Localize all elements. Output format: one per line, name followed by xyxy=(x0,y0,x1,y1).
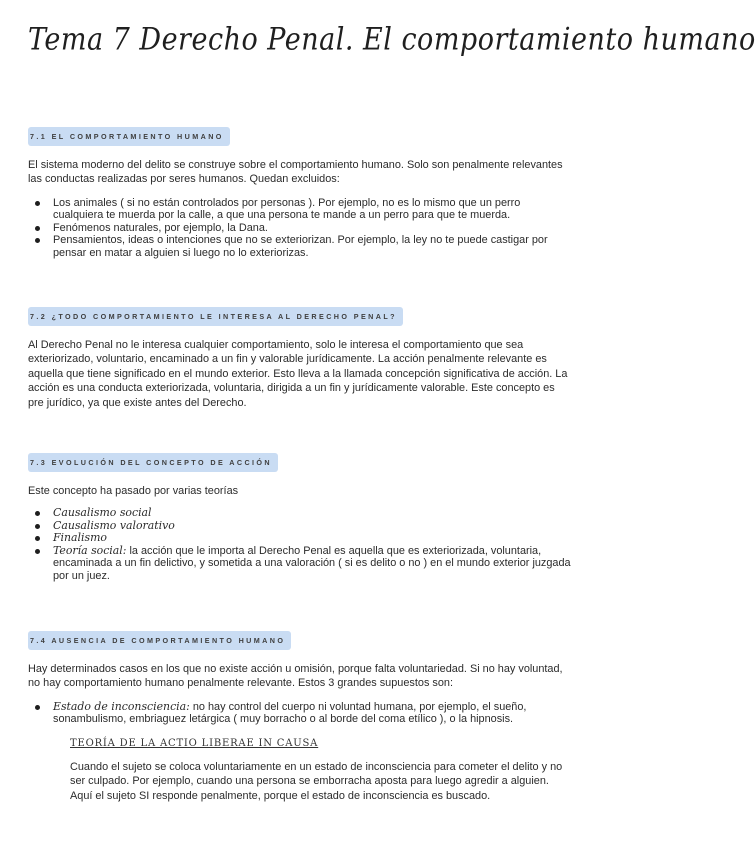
theory-text: la acción que le importa al Derecho Penal es aquella que es exteriorizada, voluntaria, encaminada a un fin delictivo, y sometida a una valoración ( si es delito o no ) en el mundo exterior juzgada por un juez. xyxy=(53,544,571,582)
list-item xyxy=(28,701,573,726)
bullet-list xyxy=(28,197,573,260)
page-title: Tema 7 Derecho Penal. El comportamiento humano xyxy=(28,22,756,58)
section-heading: 7.4 AUSENCIA DE COMPORTAMIENTO HUMANO xyxy=(28,631,291,650)
list-item: Causalismo social xyxy=(28,507,573,520)
section-7-2 xyxy=(28,306,573,410)
section-7-1 xyxy=(28,126,573,259)
list-item: Los animales ( si no están controlados por personas ). Por ejemplo, no es lo mismo que un perro cualquiera te muerda por la calle, a que una persona te mande a un perro para que te muerda. xyxy=(28,197,573,222)
list-item: Fenómenos naturales, por ejemplo, la Dana. xyxy=(28,222,573,235)
list-item: Causalismo valorativo xyxy=(28,520,573,533)
section-paragraph: Hay determinados casos en los que no existe acción u omisión, porque falta voluntariedad. Si no hay voluntad, no hay comportamiento humano penalmente relevante. Estos 3 grandes supuestos son: xyxy=(28,663,563,690)
subheading: TEORÍA DE LA ACTIO LIBERAE IN CAUSA xyxy=(70,737,319,749)
section-heading: 7.3 EVOLUCIÓN DEL CONCEPTO DE ACCIÓN xyxy=(28,453,278,472)
bullet-text: no hay control del cuerpo ni voluntad humana, por ejemplo, el sueño, sonambulismo, embriaguez letárgica ( muy borracho o al borde del coma etílico ), o la hipnosis. xyxy=(53,700,527,726)
section-7-4 xyxy=(28,630,573,803)
bullet-list xyxy=(28,701,573,726)
section-paragraph: El sistema moderno del delito se construye sobre el comportamiento humano. Solo son penalmente relevantes las conductas realizadas por seres humanos. Quedan excluidos: xyxy=(28,159,563,186)
section-paragraph: Este concepto ha pasado por varias teorías xyxy=(28,485,239,497)
theory-label: Teoría social: xyxy=(53,543,127,557)
section-heading: 7.1 EL COMPORTAMIENTO HUMANO xyxy=(28,127,230,146)
list-item xyxy=(28,545,573,583)
list-item: Finalismo xyxy=(28,532,573,545)
list-item: Pensamientos, ideas o intenciones que no se exteriorizan. Por ejemplo, la ley no te puede castigar por pensar en matar a alguien si luego no lo exteriorizas. xyxy=(28,234,573,259)
section-7-3 xyxy=(28,452,573,582)
sub-paragraph: Cuando el sujeto se coloca voluntariamente en un estado de inconsciencia para cometer el delito y no ser culpado. Por ejemplo, cuando una persona se emborracha aposta para luego agredir a alguien. Aquí el sujeto SI responde penalmente, porque el estado de inconsciencia es buscado. xyxy=(70,760,563,802)
bullet-label: Estado de inconsciencia: xyxy=(53,699,190,713)
section-paragraph: Al Derecho Penal no le interesa cualquier comportamiento, solo le interesa el comportamiento que sea exteriorizado, voluntario, encaminado a un fin y valorable jurídicamente. La acción penalmente relevante es aquella que tiene significado en el mundo exterior. Esto lleva a la llamada concepción significativa de acción. La acción es una conducta exteriorizada, voluntaria, dirigida a un fin y jurídicamente valorable. Este concepto es pre jurídico, ya que existe antes del Derecho. xyxy=(28,339,568,409)
theory-list xyxy=(28,507,573,582)
section-heading: 7.2 ¿TODO COMPORTAMIENTO LE INTERESA AL DERECHO PENAL? xyxy=(28,307,403,326)
